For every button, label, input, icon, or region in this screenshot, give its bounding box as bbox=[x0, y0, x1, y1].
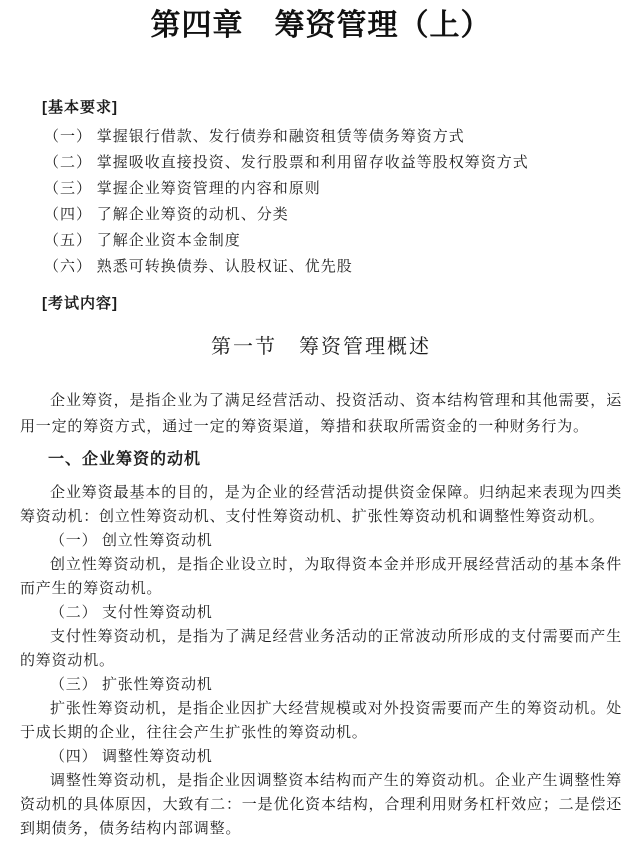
book-page bbox=[0, 8, 642, 848]
subitem-heading-founding: （一） 创立性筹资动机 bbox=[50, 533, 213, 549]
paragraph-adjustment-motive: 调整性筹资动机，是指企业因调整资本结构而产生的筹资动机。企业产生调整性筹资动机的具体原因，大致有二：一是优化资本结构，合理利用财务杠杆效应；二是偿还到期债务，债务结构内部调整。 bbox=[20, 773, 622, 837]
requirement-item-1: （一） 掌握银行借款、发行债券和融资租赁等债务筹资方式 bbox=[44, 129, 465, 145]
requirement-item-6: （六） 熟悉可转换债券、认股权证、优先股 bbox=[44, 259, 353, 275]
subsection-heading: 一、企业筹资的动机 bbox=[48, 451, 202, 468]
paragraph-payment-motive: 支付性筹资动机，是指为了满足经营业务活动的正常波动所形成的支付需要而产生的筹资动机。 bbox=[20, 629, 622, 669]
subsection-body bbox=[20, 481, 622, 841]
subitem-heading-payment: （二） 支付性筹资动机 bbox=[50, 605, 213, 621]
paragraph-expansion-motive: 扩张性筹资动机，是指企业因扩大经营规模或对外投资需要而产生的筹资动机。处于成长期的企业，往往会产生扩张性的筹资动机。 bbox=[20, 701, 622, 741]
requirement-item-2: （二） 掌握吸收直接投资、发行股票和利用留存收益等股权筹资方式 bbox=[44, 155, 529, 171]
intro-paragraph: 企业筹资，是指企业为了满足经营活动、投资活动、资本结构管理和其他需要，运用一定的筹资方式，通过一定的筹资渠道，筹措和获取所需资金的一种财务行为。 bbox=[20, 393, 622, 435]
chapter-title: 第四章 筹资管理（上） bbox=[150, 9, 492, 42]
paragraph-motives-overview: 企业筹资最基本的目的，是为企业的经营活动提供资金保障。归纳起来表现为四类筹资动机：创立性筹资动机、支付性筹资动机、扩张性筹资动机和调整性筹资动机。 bbox=[20, 485, 622, 525]
basic-requirements-label: [基本要求] bbox=[42, 99, 118, 116]
requirement-item-5: （五） 了解企业资本金制度 bbox=[44, 233, 241, 249]
paragraph-founding-motive: 创立性筹资动机，是指企业设立时，为取得资本金并形成开展经营活动的基本条件而产生的筹资动机。 bbox=[20, 557, 622, 597]
subitem-heading-expansion: （三） 扩张性筹资动机 bbox=[50, 677, 213, 693]
requirement-item-3: （三） 掌握企业筹资管理的内容和原则 bbox=[44, 181, 321, 197]
subitem-heading-adjustment: （四） 调整性筹资动机 bbox=[50, 749, 213, 765]
exam-content-label: [考试内容] bbox=[42, 295, 118, 312]
basic-requirements-list bbox=[20, 124, 622, 280]
requirement-item-4: （四） 了解企业筹资的动机、分类 bbox=[44, 207, 289, 223]
section-title: 第一节 筹资管理概述 bbox=[211, 336, 431, 358]
